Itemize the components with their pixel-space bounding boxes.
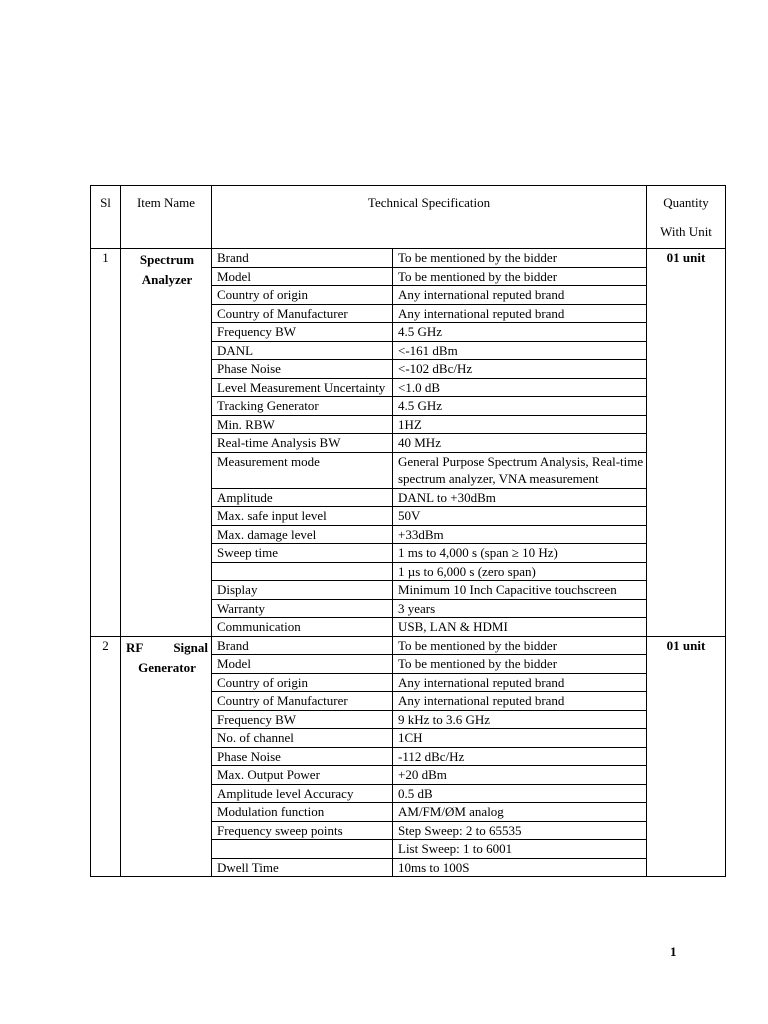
header-item-name: Item Name xyxy=(121,186,212,249)
spec-value: 0.5 dB xyxy=(393,784,647,803)
spec-param: Dwell Time xyxy=(212,858,393,877)
spec-param: Model xyxy=(212,655,393,674)
spec-param: Level Measurement Uncertainty xyxy=(212,378,393,397)
spec-param: Communication xyxy=(212,618,393,637)
spec-param: Phase Noise xyxy=(212,360,393,379)
spec-value: USB, LAN & HDMI xyxy=(393,618,647,637)
spec-param: Measurement mode xyxy=(212,452,393,488)
spec-param: Phase Noise xyxy=(212,747,393,766)
spec-param: Sweep time xyxy=(212,544,393,563)
page-number: 1 xyxy=(670,944,677,959)
spec-value: 1CH xyxy=(393,729,647,748)
spec-param xyxy=(212,562,393,581)
spec-value: Any international reputed brand xyxy=(393,673,647,692)
spec-value: 9 kHz to 3.6 GHz xyxy=(393,710,647,729)
item-name: Spectrum Analyzer xyxy=(121,249,212,637)
spec-param: Warranty xyxy=(212,599,393,618)
spec-value: 10ms to 100S xyxy=(393,858,647,877)
spec-param: Max. Output Power xyxy=(212,766,393,785)
spec-param: Country of origin xyxy=(212,673,393,692)
spec-value: General Purpose Spectrum Analysis, Real-time spectrum analyzer, VNA measurement xyxy=(393,452,647,488)
spec-param: Frequency BW xyxy=(212,323,393,342)
spec-value: 1 ms to 4,000 s (span ≥ 10 Hz) xyxy=(393,544,647,563)
spec-value: <-102 dBc/Hz xyxy=(393,360,647,379)
spec-value: List Sweep: 1 to 6001 xyxy=(393,840,647,859)
spec-param: Country of origin xyxy=(212,286,393,305)
spec-value: Step Sweep: 2 to 65535 xyxy=(393,821,647,840)
spec-param: Max. damage level xyxy=(212,525,393,544)
header-sl: Sl xyxy=(91,186,121,249)
spec-value: 40 MHz xyxy=(393,434,647,453)
spec-value: AM/FM/ØM analog xyxy=(393,803,647,822)
spec-value: Minimum 10 Inch Capacitive touchscreen xyxy=(393,581,647,600)
spec-value: 50V xyxy=(393,507,647,526)
spec-param: No. of channel xyxy=(212,729,393,748)
header-quantity: Quantity With Unit xyxy=(647,186,726,249)
header-technical-specification: Technical Specification xyxy=(212,186,647,249)
spec-value: DANL to +30dBm xyxy=(393,488,647,507)
spec-param: Country of Manufacturer xyxy=(212,304,393,323)
spec-param: Amplitude level Accuracy xyxy=(212,784,393,803)
spec-param: Country of Manufacturer xyxy=(212,692,393,711)
item-quantity: 01 unit xyxy=(647,636,726,877)
spec-value: +33dBm xyxy=(393,525,647,544)
spec-value: To be mentioned by the bidder xyxy=(393,249,647,268)
spec-param: Brand xyxy=(212,249,393,268)
spec-value: -112 dBc/Hz xyxy=(393,747,647,766)
spec-value: To be mentioned by the bidder xyxy=(393,655,647,674)
spec-value: 1 µs to 6,000 s (zero span) xyxy=(393,562,647,581)
spec-value: 3 years xyxy=(393,599,647,618)
spec-param: Amplitude xyxy=(212,488,393,507)
table-row xyxy=(91,636,726,655)
spec-param: Modulation function xyxy=(212,803,393,822)
spec-value: <-161 dBm xyxy=(393,341,647,360)
table-header-row xyxy=(91,186,726,249)
spec-param: Brand xyxy=(212,636,393,655)
specification-table xyxy=(90,185,726,877)
spec-param: Tracking Generator xyxy=(212,397,393,416)
spec-param: Min. RBW xyxy=(212,415,393,434)
spec-param: Frequency sweep points xyxy=(212,821,393,840)
spec-param xyxy=(212,840,393,859)
spec-param: DANL xyxy=(212,341,393,360)
spec-value: To be mentioned by the bidder xyxy=(393,267,647,286)
spec-param: Frequency BW xyxy=(212,710,393,729)
spec-param: Model xyxy=(212,267,393,286)
spec-param: Real-time Analysis BW xyxy=(212,434,393,453)
spec-value: Any international reputed brand xyxy=(393,304,647,323)
item-sl: 2 xyxy=(91,636,121,877)
spec-value: To be mentioned by the bidder xyxy=(393,636,647,655)
item-quantity: 01 unit xyxy=(647,249,726,637)
spec-value: 1HZ xyxy=(393,415,647,434)
spec-value: 4.5 GHz xyxy=(393,323,647,342)
spec-value: <1.0 dB xyxy=(393,378,647,397)
table-row xyxy=(91,249,726,268)
spec-param: Max. safe input level xyxy=(212,507,393,526)
spec-value: Any international reputed brand xyxy=(393,692,647,711)
spec-value: 4.5 GHz xyxy=(393,397,647,416)
spec-param: Display xyxy=(212,581,393,600)
item-name: RF Signal Generator xyxy=(121,636,212,877)
spec-value: Any international reputed brand xyxy=(393,286,647,305)
spec-value: +20 dBm xyxy=(393,766,647,785)
item-sl: 1 xyxy=(91,249,121,637)
